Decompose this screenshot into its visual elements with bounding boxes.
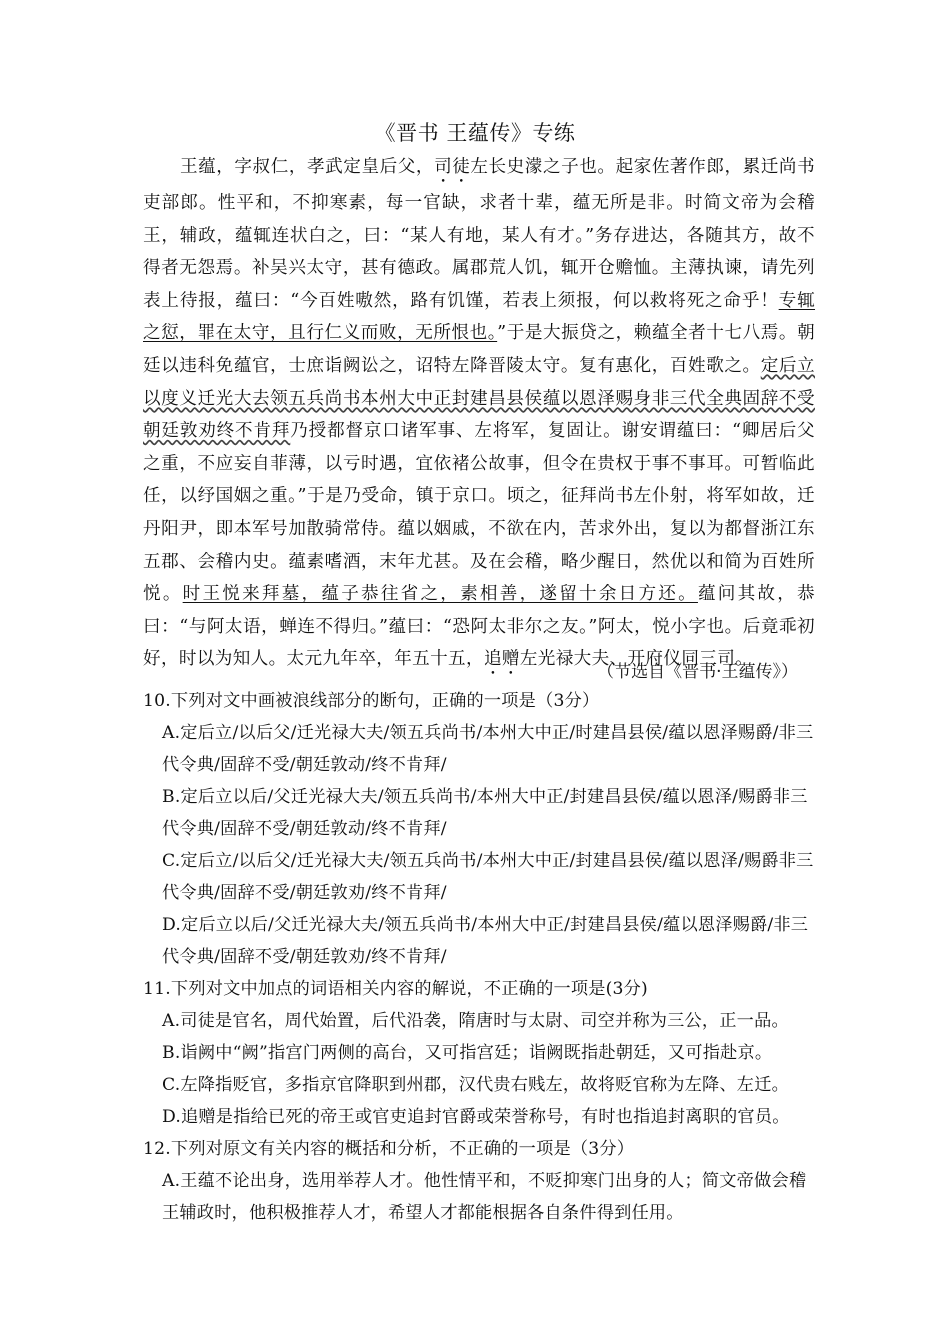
passage-text: 乃授都督京口诸军事、左将军，复固让。谢安谓蕴曰：“卿居后父之重，不应妄自菲薄，以亏时遇，宜依褚公故事，但令在贵权于事不事耳。可暂临此任，以纾国姻之重。”于是乃受命，镇于京口。顷之，征拜尚书左仆射，将军如故，迁丹阳尹，即本军号加散骑常侍。蕴以姻戚，不欲在内，苦求外出，复以为都督浙江东五郡、会稽内史。蕴素嗜酒，末年尤甚。及在会稽，略少醒日，然优以和简为百姓所悦。 [143,421,815,605]
question-10-option-b: B.定后立以后/父迁光禄大夫/领五兵尚书/本州大中正/封建昌县侯/蕴以恩泽/赐爵非三代令典/固辞不受/朝廷敦动/终不肯拜/ [162,787,808,839]
question-12-option-a: A.王蕴不论出身，选用举荐人才。他性情平和，不贬抑寒门出身的人；简文帝做会稽王辅政时，他积极推荐人才，希望人才都能根据各自条件得到任用。 [162,1171,807,1223]
passage-text: ”于是大振贷之，赖蕴全者十七八焉。朝廷以违科免蕴官，士庶诣阙讼之，诏特左降晋陵太守。复有惠化，百姓歌之。 [143,323,816,376]
question-10-option-c: C.定后立/以后父/迁光禄大夫/领五兵尚书/本州大中正/封建昌县侯/蕴以恩泽/赐爵非三代令典/固辞不受/朝廷敦劝/终不肯拜/ [162,851,814,903]
passage-text: 左长史濛之子也。起家佐著作郎，累迁尚书吏部郎。性平和，不抑寒素，每一官缺，求者十辈，蕴无所是非。时简文帝为会稽王，辅政，蕴辄连状白之，曰：“某人有地，某人有才。”务存进达，各随其方，故不得者无怨焉。补吴兴太守，甚有德政。属郡荒人饥，辄开仓赡恤。主薄执谏，请先列表上待报，蕴曰：“今百姓嗷然，路有饥馑，若表上须报，何以救将死之命乎！ [143,157,816,311]
question-11-option-d: D.追赠是指给已死的帝王或官吏追封官爵或荣誉称号，有时也指追封离职的官员。 [162,1107,790,1127]
question-10-stem: 10.下列对文中画被浪线部分的断句，正确的一项是（3分） [143,691,600,711]
passage-text: 蕴问其故，恭曰：“与阿太语，蝉连不得归。”蕴曰：“恐阿太非尔之友。”阿太，悦小字也。后竟乖初好，时以为知人。太元九年卒，年五十五， [143,584,815,670]
dotted-term: 司徒 [434,157,471,177]
passage-text: 王蕴，字叔仁，孝武定皇后父， [179,157,435,177]
passage-text: 左光禄大夫、开府仪同三司。 [519,649,754,670]
question-10-option-d: D.定后立以后/父迁光禄大夫/领五兵尚书/本州大中正/封建昌县侯/蕴以恩泽赐爵/非三代令典/固辞不受/朝廷敦劝/终不肯拜/ [162,915,809,967]
question-10-option-a: A.定后立/以后父/迁光禄大夫/领五兵尚书/本州大中正/时建昌县侯/蕴以恩泽赐爵/非三代令典/固辞不受/朝廷敦动/终不肯拜/ [162,723,814,775]
passage [143,151,815,679]
source-note: （节选自《晋书·王蕴传》） [597,662,798,682]
document-title: 《晋书 王蕴传》专练 [374,121,576,145]
underlined-sentence: 专辄之愆，罪在太守，且行仁义而败，无所恨也。 [143,290,816,344]
dotted-term: 追赠 [483,649,520,670]
wavy-underlined-sentence: 定后立以度义迁光大去领五兵尚书本州大中正封建昌县侯蕴以恩泽赐身非三代全典固辞不受朝廷敦劝终不肯拜 [143,355,815,442]
question-11-option-c: C.左降指贬官，多指京官降职到州郡，汉代贵右贱左，故将贬官称为左降、左迁。 [162,1075,789,1095]
underlined-sentence: 时王悦来拜墓，蕴子恭往省之，素相善，遂留十余日方还。 [182,584,698,605]
question-11-option-b: B.诣阙中“阙”指宫门两侧的高台，又可指宫廷；诣阙既指赴朝廷，又可指赴京。 [162,1043,773,1063]
passage-paragraph [143,151,815,679]
question-11-stem: 11.下列对文中加点的词语相关内容的解说，不正确的一项是(3分) [143,979,648,999]
questions [143,685,815,1229]
question-12-stem: 12.下列对原文有关内容的概括和分析，不正确的一项是（3分） [143,1139,635,1159]
question-11-option-a: A.司徒是官名，周代始置，后代沿袭，隋唐时与太尉、司空并称为三公，正一品。 [162,1011,789,1031]
